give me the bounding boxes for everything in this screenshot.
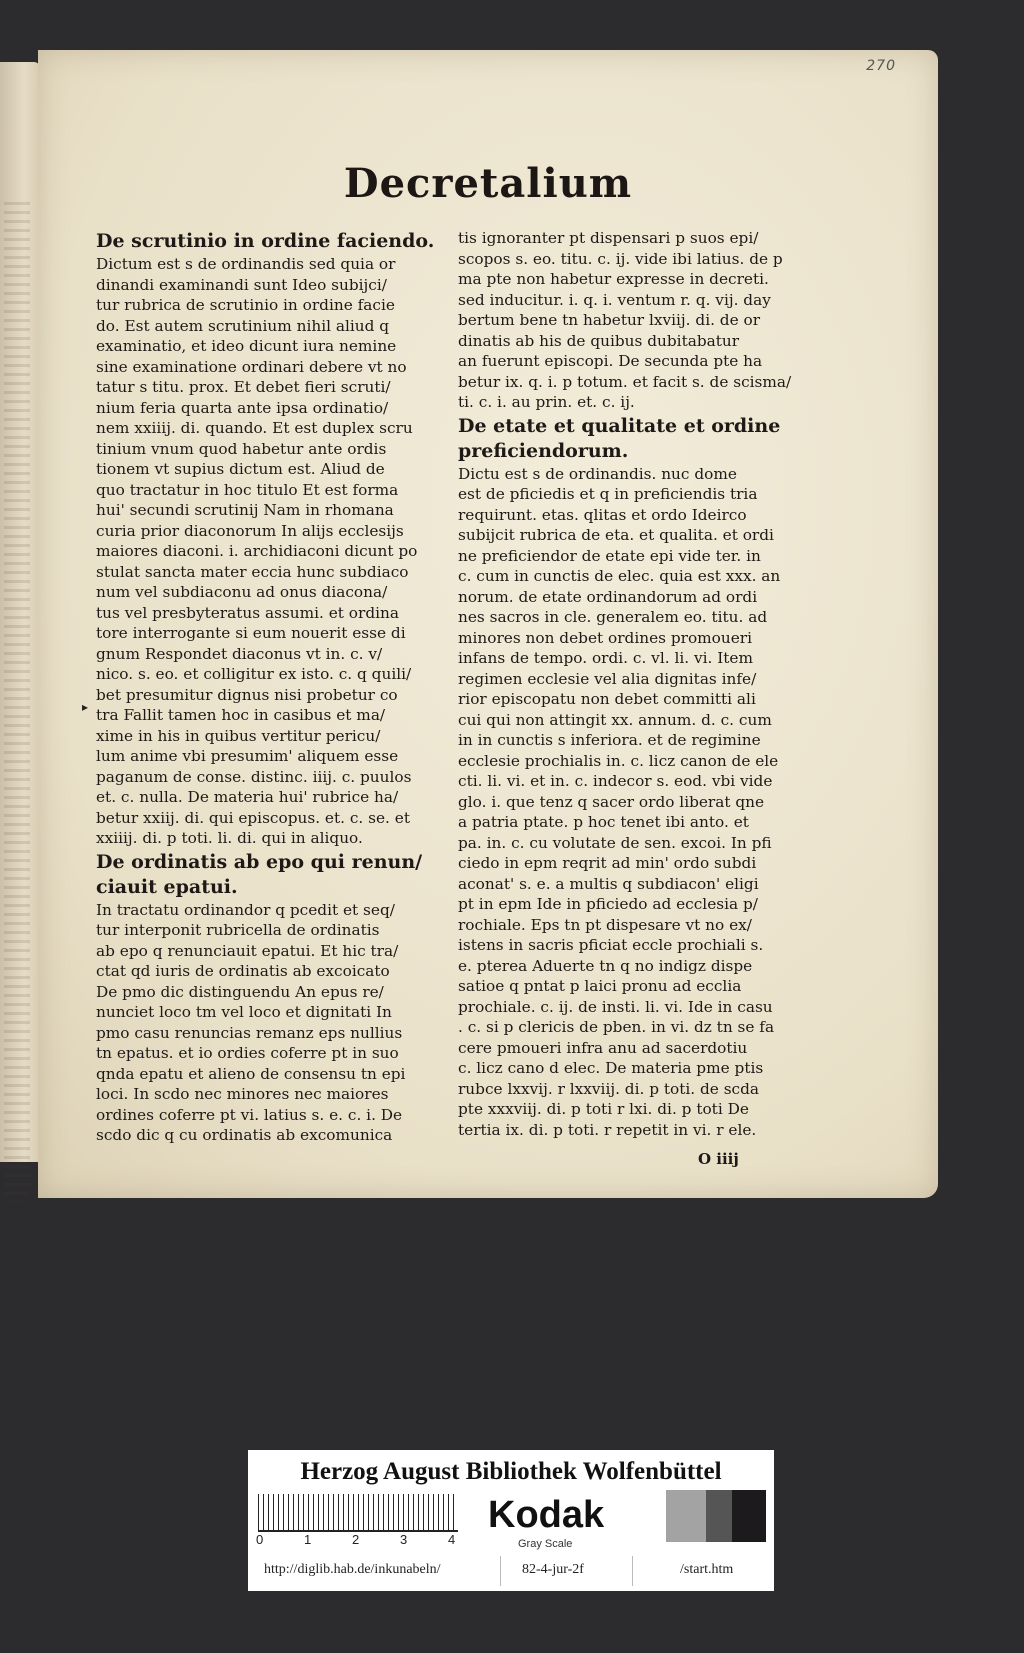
text-line: num vel subdiaconu ad onus diacona/	[96, 583, 388, 601]
text-line: hui' secundi scrutinij Nam in rhomana	[96, 501, 394, 519]
text-line: tur interponit rubricella de ordinatis	[96, 921, 380, 939]
text-line: nium feria quarta ante ipsa ordinatio/	[96, 398, 389, 417]
text-line: quo tractatur in hoc titulo Et est forma	[96, 480, 399, 499]
kodak-logo: Kodak	[488, 1494, 605, 1536]
text-line: In tractatu ordinandor q pcedit et seq/	[96, 900, 395, 919]
text-line: rochiale. Eps tn pt dispesare vt no ex/	[458, 915, 752, 934]
left-text-column	[96, 228, 456, 1146]
text-line: rior episcopatu non debet committi ali	[458, 690, 756, 708]
text-line: ciedo in epm reqrit ad min' ordo subdi	[458, 854, 757, 872]
text-line: betur ix. q. i. p totum. et facit s. de scisma/	[458, 372, 792, 391]
text-line: aconat' s. e. a multis q subdiacon' eligi	[458, 874, 759, 893]
section-heading: preficiendorum.	[458, 439, 629, 462]
text-line: dinandi examinandi sunt Ideo subijci/	[96, 275, 387, 294]
running-head: Decretalium	[343, 160, 633, 207]
text-line: bet presumitur dignus nisi probetur co	[96, 685, 398, 704]
text-line: cere pmoueri infra anu ad sacerdotiu	[458, 1038, 748, 1057]
section-heading: De etate et qualitate et ordine	[458, 414, 781, 437]
text-line: loci. In scdo nec minores nec maiores	[96, 1085, 389, 1103]
text-line: pte xxxviij. di. p toti r lxi. di. p toti De	[458, 1100, 749, 1118]
text-line: prochiale. c. ij. de insti. li. vi. Ide in casu	[458, 997, 773, 1016]
gray-patch-light	[666, 1490, 706, 1542]
gray-patch-dark	[732, 1490, 766, 1542]
text-line: paganum de conse. distinc. iiij. c. puulos	[96, 767, 412, 786]
text-line: in in cunctis s inferiora. et de regimine	[458, 731, 761, 749]
ruler-label: 4	[448, 1532, 456, 1547]
text-line: nico. s. eo. et colligitur ex isto. c. q quili/	[96, 665, 412, 683]
text-line: cui qui non attingit xx. annum. d. c. cum	[458, 710, 772, 729]
text-line: ma pte non habetur expresse in decreti.	[458, 270, 769, 288]
text-line: subijcit rubrica de eta. et qualita. et ordi	[458, 526, 774, 544]
text-line: tertia ix. di. p toti. r repetit in vi. r ele.	[458, 1120, 757, 1139]
ruler-label: 3	[400, 1532, 408, 1547]
digilib-url: http://diglib.hab.de/inkunabeln/	[264, 1562, 441, 1577]
text-line: xxiiij. di. p toti. li. di. qui in aliquo.	[96, 829, 363, 847]
text-line: nes sacros in cle. generalem eo. titu. ad	[458, 608, 768, 626]
ruler-label: 2	[352, 1532, 360, 1547]
text-line: do. Est autem scrutinium nihil aliud q	[96, 316, 390, 335]
text-line: xime in his in quibus vertitur pericu/	[96, 726, 381, 745]
text-line: nunciet loco tm vel loco et dignitati In	[96, 1003, 392, 1021]
text-line: ti. c. i. au prin. et. c. ij.	[458, 393, 635, 411]
ruler-label: 1	[304, 1532, 312, 1547]
text-line: tn epatus. et io ordies coferre pt in suo	[96, 1044, 399, 1062]
text-line: tur rubrica de scrutinio in ordine facie	[96, 296, 395, 314]
text-line: pa. in. c. cu volutate de sen. excoi. In pfi	[458, 833, 772, 852]
text-line: maiores diaconi. i. archidiaconi dicunt po	[96, 542, 418, 560]
gray-patch-mid	[706, 1490, 732, 1542]
signature-mark: O iiij	[698, 1150, 739, 1168]
text-line: e. pterea Aduerte tn q no indigz dispe	[458, 956, 753, 975]
section-heading: De ordinatis ab epo qui renun/	[96, 850, 423, 873]
margin-pointer-icon: ▸	[82, 700, 89, 714]
text-line: tinium vnum quod habetur ante ordis	[96, 439, 387, 458]
text-line: est de pficiedis et q in preficiendis tria	[458, 485, 758, 503]
text-line: pt in epm Ide in pficiedo ad ecclesia p/	[458, 895, 758, 913]
text-line: tis ignoranter pt dispensari p suos epi/	[458, 229, 759, 247]
previous-page-edge	[0, 62, 40, 1162]
text-line: nem xxiiij. di. quando. Et est duplex scru	[96, 419, 413, 437]
right-text-column	[458, 228, 828, 1140]
text-line: qnda epatu et alieno de consensu tn epi	[96, 1064, 406, 1083]
text-line: . c. si p clericis de pben. in vi. dz tn se fa	[458, 1018, 775, 1036]
section-heading: De scrutinio in ordine faciendo.	[96, 230, 435, 252]
section-heading: ciauit epatui.	[96, 875, 238, 898]
text-line: ab epo q renunciauit epatui. Et hic tra/	[96, 941, 399, 960]
text-line: rubce lxxvij. r lxxviij. di. p toti. de scda	[458, 1079, 760, 1098]
text-line: ecclesie prochialis in. c. licz canon de ele	[458, 751, 779, 770]
text-line: tionem vt supius dictum est. Aliud de	[96, 460, 385, 478]
text-line: c. cum in cunctis de elec. quia est xxx. an	[458, 567, 781, 585]
ruler-scale	[258, 1494, 458, 1532]
text-line: Dictum est s de ordinandis sed quia or	[96, 255, 396, 273]
text-line: requirunt. etas. qlitas et ordo Ideirco	[458, 505, 747, 524]
text-line: ne preficiendor de etate epi vide ter. in	[458, 546, 761, 565]
text-line: tus vel presbyteratus assumi. et ordina	[96, 603, 399, 622]
text-line: regimen ecclesie vel alia dignitas infe/	[458, 669, 757, 688]
text-line: tatur s titu. prox. Et debet fieri scruti/	[96, 378, 391, 396]
text-line: tore interrogante si eum nouerit esse di	[96, 624, 406, 642]
text-line: ordines coferre pt vi. latius s. e. c. i. De	[96, 1105, 403, 1124]
text-line: lum anime vbi presumim' aliquem esse	[96, 747, 399, 765]
text-line: minores non debet ordines promoueri	[458, 628, 752, 647]
shelfmark: 82-4-jur-2f	[522, 1562, 584, 1577]
text-line: norum. de etate ordinandorum ad ordi	[458, 587, 758, 606]
scale-card	[248, 1450, 774, 1591]
text-line: betur xxiij. di. qui episcopus. et. c. se. et	[96, 808, 410, 827]
text-line: Dictu est s de ordinandis. nuc dome	[458, 464, 737, 483]
text-line: scopos s. eo. titu. c. ij. vide ibi latius. de p	[458, 249, 783, 268]
text-line: stulat sancta mater eccia hunc subdiaco	[96, 562, 409, 581]
text-line: an fuerunt episcopi. De secunda pte ha	[458, 352, 763, 370]
text-line: dinatis ab his de quibus dubitabatur	[458, 331, 740, 350]
text-line: istens in sacris pficiat eccle prochiali s.	[458, 936, 764, 954]
card-divider	[500, 1556, 501, 1586]
text-line: a patria ptate. p hoc tenet ibi anto. et	[458, 813, 749, 831]
text-line: scdo dic q cu ordinatis ab excomunica	[96, 1126, 393, 1144]
ruler-labels	[256, 1532, 466, 1548]
text-line: sine examinatione ordinari debere vt no	[96, 357, 407, 376]
text-line: et. c. nulla. De materia hui' rubrice ha/	[96, 788, 399, 806]
start-url: /start.htm	[680, 1562, 734, 1577]
text-line: tra Fallit tamen hoc in casibus et ma/	[96, 706, 386, 724]
text-line: infans de tempo. ordi. c. vl. li. vi. Item	[458, 649, 753, 667]
text-line: gnum Respondet diaconus vt in. c. v/	[96, 644, 383, 663]
text-line: cti. li. vi. et in. c. indecor s. eod. vbi vide	[458, 772, 773, 790]
text-line: pmo casu renuncias remanz eps nullius	[96, 1023, 403, 1042]
show-through-text	[4, 202, 30, 1202]
text-line: examinatio, et ideo dicunt iura nemine	[96, 337, 397, 355]
text-line: curia prior diaconorum In alijs ecclesijs	[96, 521, 404, 540]
text-line: c. licz cano d elec. De materia pme ptis	[458, 1059, 764, 1077]
text-line: glo. i. que tenz q sacer ordo liberat qne	[458, 792, 765, 811]
book-page	[38, 50, 938, 1198]
gray-scale-label: Gray Scale	[518, 1538, 573, 1550]
text-line: sed inducitur. i. q. i. ventum r. q. vij. day	[458, 290, 771, 309]
text-line: satioe q pntat p laici pronu ad ecclia	[458, 977, 742, 995]
card-divider	[632, 1556, 633, 1586]
text-line: ctat qd iuris de ordinatis ab excoicato	[96, 962, 390, 980]
text-line: De pmo dic distinguendu An epus re/	[96, 982, 384, 1001]
library-title: Herzog August Bibliothek Wolfenbüttel	[300, 1458, 722, 1485]
folio-number: 270	[866, 58, 896, 74]
text-line: bertum bene tn habetur lxviij. di. de or	[458, 311, 761, 329]
ruler-label: 0	[256, 1532, 264, 1547]
